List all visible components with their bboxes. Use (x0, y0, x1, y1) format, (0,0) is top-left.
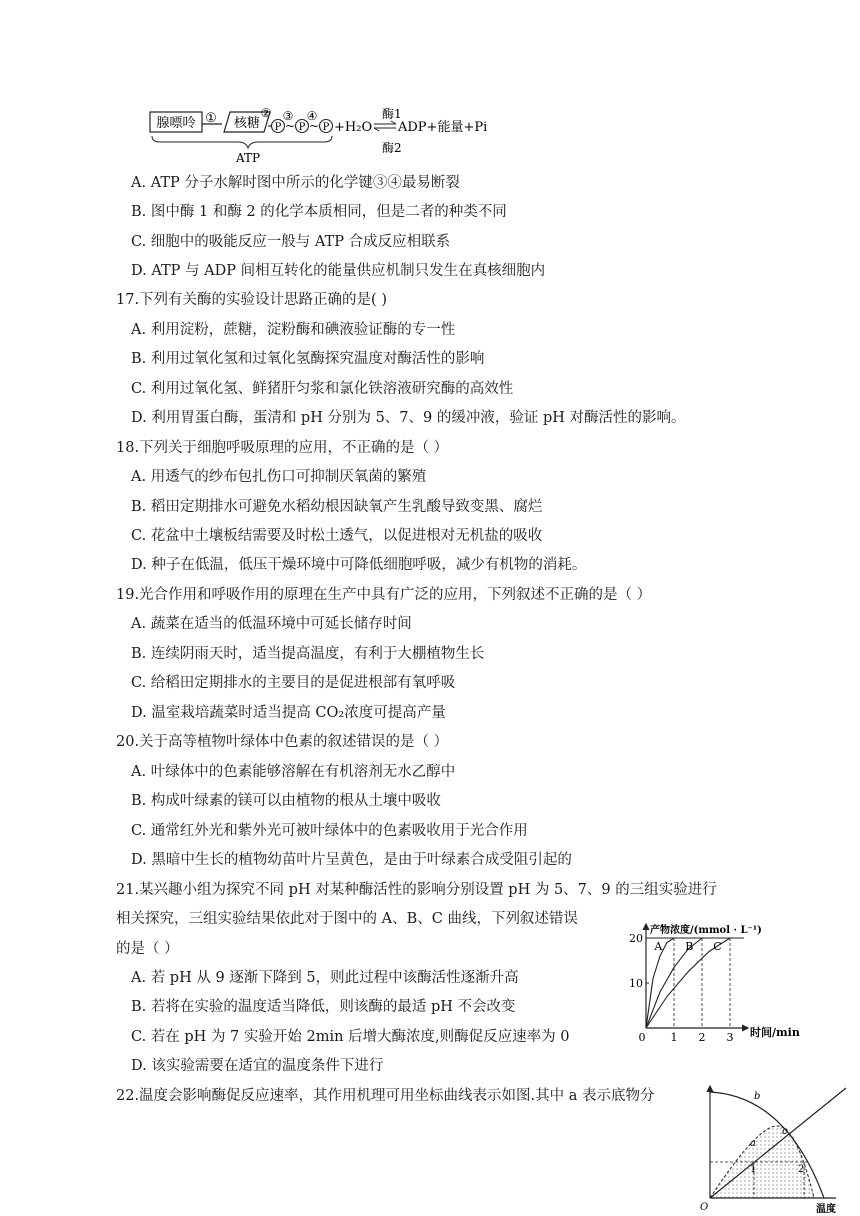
point-1-label: 1 (750, 1164, 757, 1175)
enzyme-2-label: 酶2 (382, 141, 402, 155)
q19-stem: 19.光合作用和呼吸作用的原理在生产中具有广泛的应用，下列叙述不正确的是（ ） (116, 587, 652, 603)
q17-option-b: B. 利用过氧化氢和过氧化氢酶探究温度对酶活性的影响 (131, 351, 485, 367)
q22-stem: 22.温度会影响酶促反应速率，其作用机理可用坐标曲线表示如图.其中 a 表示底物分 (116, 1088, 655, 1104)
label-a: a (750, 1138, 756, 1149)
q19-option-c: C. 给稻田定期排水的主要目的是促进根部有氧呼吸 (131, 675, 456, 691)
q21-option-c: C. 若在 pH 为 7 实验开始 2min 后增大酶浓度,则酶促反应速率为 0 (131, 1029, 570, 1045)
q18-option-a: A. 用透气的纱布包扎伤口可抑制厌氧菌的繁殖 (131, 469, 427, 485)
curve-label-B: B (685, 940, 694, 953)
q16-option-c: C. 细胞中的吸能反应一般与 ATP 合成反应相联系 (131, 234, 451, 250)
q16-option-a: A. ATP 分子水解时图中所示的化学键③④最易断裂 (131, 175, 460, 191)
y-tick-label-10: 10 (629, 977, 643, 990)
phosphate-3: P (322, 122, 330, 133)
high-energy-bond-1: ~ (284, 119, 296, 133)
q18-option-c: C. 花盆中土壤板结需要及时松土透气，以促进根对无机盐的吸收 (131, 528, 543, 544)
water-label: +H₂O (334, 120, 373, 135)
q17-option-a: A. 利用淀粉，蔗糖，淀粉酶和碘液验证酶的专一性 (131, 322, 456, 338)
label-c: c (782, 1126, 788, 1137)
q21-option-b: B. 若将在实验的温度适当降低，则该酶的最适 pH 不会改变 (131, 999, 516, 1015)
q18-stem: 18.下列关于细胞呼吸原理的应用，不正确的是（ ） (116, 440, 449, 456)
q17-stem: 17.下列有关酶的实验设计思路正确的是( ) (116, 292, 387, 308)
curve-label-C: C (713, 940, 722, 953)
q21-stem-line-3: 的是（ ） (116, 941, 179, 957)
q18-option-b: B. 稻田定期排水可避免水稻幼根因缺氧产生乳酸导致变黑、腐烂 (131, 499, 543, 515)
product-label: ADP+能量+Pi (398, 120, 488, 135)
origin-label: O (700, 1202, 709, 1213)
q19-option-b: B. 连续阴雨天时，适当提高温度，有利于大棚植物生长 (131, 646, 485, 662)
label-b: b (754, 1091, 761, 1102)
q19-option-d: D. 温室栽培蔬菜时适当提高 CO₂浓度可提高产量 (131, 705, 446, 721)
q17-option-c: C. 利用过氧化氢、鲜猪肝匀浆和氯化铁溶液研究酶的高效性 (131, 381, 514, 397)
x-tick-label-2: 2 (698, 1031, 706, 1044)
q18-option-d: D. 种子在低温，低压干燥环境中可降低细胞呼吸，减少有机物的消耗。 (131, 557, 587, 573)
x-axis-label: 温度 (816, 1204, 836, 1215)
q20-option-a: A. 叶绿体中的色素能够溶解在有机溶剂无水乙醇中 (131, 764, 456, 780)
atp-brace-label: ATP (235, 151, 261, 165)
q21-option-a: A. 若 pH 从 9 逐渐下降到 5，则此过程中该酶活性逐渐升高 (131, 970, 519, 986)
q16-option-d: D. ATP 与 ADP 间相互转化的能量供应机制只发生在真核细胞内 (131, 263, 546, 279)
q16-option-b: B. 图中酶 1 和酶 2 的化学本质相同，但是二者的种类不同 (131, 204, 507, 220)
x-axis-label: 时间/min (750, 1026, 800, 1039)
adenine-label: 腺嘌呤 (156, 116, 196, 131)
q20-option-c: C. 通常红外光和紫外光可被叶绿体中的色素吸收用于光合作用 (131, 823, 528, 839)
origin-label: 0 (638, 1031, 646, 1044)
phosphate-2: P (298, 122, 306, 133)
q19-option-a: A. 蔬菜在适当的低温环境中可延长储存时间 (131, 616, 412, 632)
q22-chart (696, 1080, 860, 1216)
bond-2-label: ② (260, 106, 272, 120)
bond-1-label: ① (205, 111, 217, 126)
q21-stem-line-1: 21.某兴趣小组为探究不同 pH 对某种酶活性的影响分别设置 pH 为 5、7、9 的三组实验进行 (116, 882, 717, 898)
point-2-label: 2 (798, 1164, 805, 1175)
bond-3-label: ③ (282, 109, 294, 123)
q17-option-d: D. 利用胃蛋白酶，蛋清和 pH 分别为 5、7、9 的缓冲液，验证 pH 对酶活性的影响。 (131, 410, 686, 426)
bond-4-label: ④ (306, 109, 318, 123)
y-axis-label: 产物浓度/(mmol · L⁻¹) (650, 925, 762, 936)
q21-option-d: D. 该实验需要在适宜的温度条件下进行 (131, 1058, 384, 1074)
q21-chart (628, 918, 808, 1048)
q20-option-d: D. 黑暗中生长的植物幼苗叶片呈黄色，是由于叶绿素合成受阻引起的 (131, 852, 572, 868)
y-tick-label-20: 20 (629, 932, 643, 945)
phosphate-1: P (274, 122, 282, 133)
atp-diagram (138, 104, 498, 168)
high-energy-bond-2: ~ (308, 119, 320, 133)
q20-option-b: B. 构成叶绿素的镁可以由植物的根从土壤中吸收 (131, 793, 441, 809)
enzyme-1-label: 酶1 (382, 107, 402, 121)
q21-stem-line-2: 相关探究，三组实验结果依此对于图中的 A、B、C 曲线，下列叙述错误 (116, 911, 578, 927)
q20-stem: 20.关于高等植物叶绿体中色素的叙述错误的是（ ） (116, 734, 449, 750)
ribose-label: 核糖 (233, 116, 261, 131)
curve-label-A: A (654, 940, 663, 953)
x-tick-label-3: 3 (726, 1031, 734, 1044)
x-tick-label-1: 1 (670, 1031, 678, 1044)
